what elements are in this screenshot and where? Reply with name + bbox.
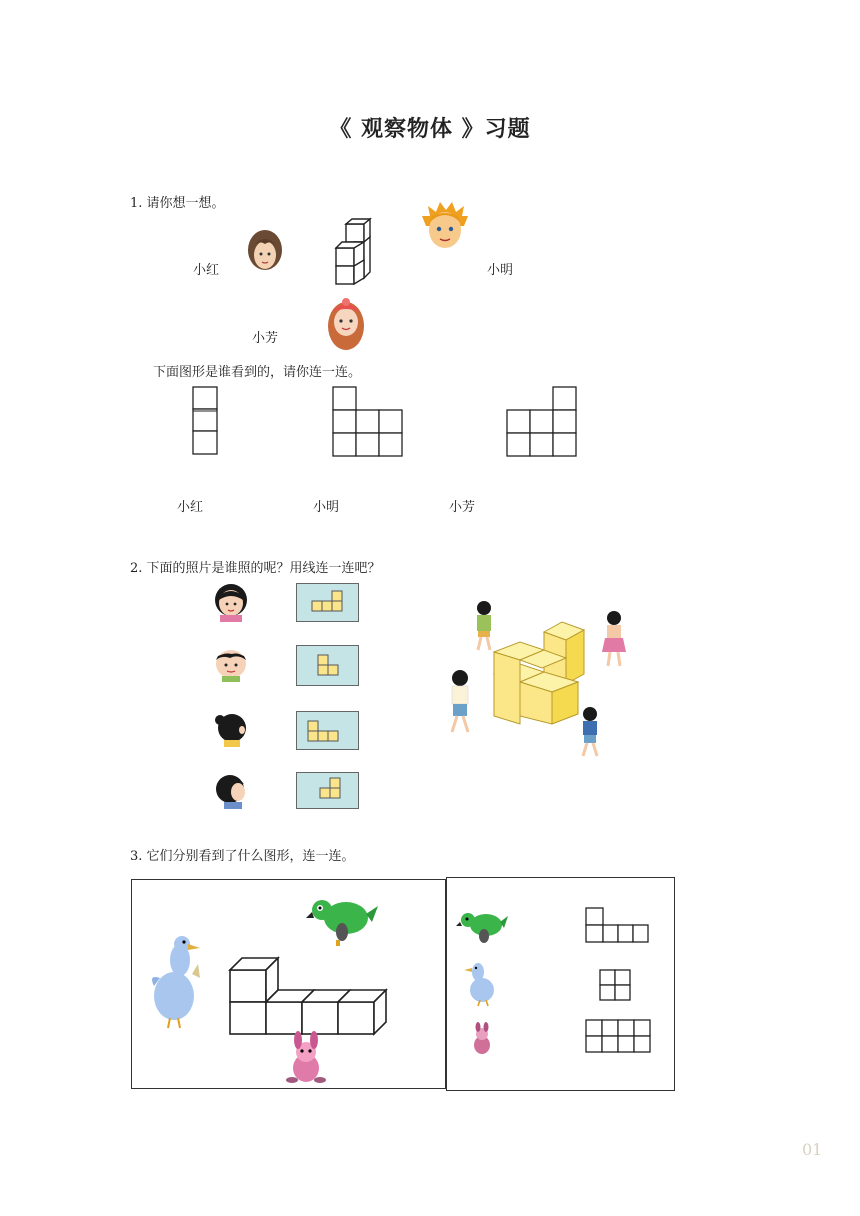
photo-card-4 — [296, 772, 360, 810]
kid-face-front-icon — [212, 582, 250, 622]
answer-label-xiaoming: 小明 — [313, 500, 340, 515]
photo-card-1 — [296, 583, 360, 623]
kid-head-side-icon — [212, 772, 250, 810]
photo-card-2 — [296, 645, 360, 687]
question-2-prompt: 2. 下面的照片是谁照的呢？用线连一连吧？ — [130, 561, 381, 576]
name-xiaofang: 小芳 — [252, 331, 279, 346]
answer-view-2 — [598, 968, 634, 1004]
question-1-instruction: 下面图形是谁看到的，请你连一连。 — [153, 365, 362, 380]
rabbit-icon — [284, 1034, 330, 1086]
small-parrot-icon — [456, 910, 508, 944]
girl-face-xiaofang-icon — [326, 296, 366, 352]
name-xiaoming: 小明 — [487, 263, 514, 278]
blue-bird-icon — [146, 934, 204, 1030]
answer-label-xiaohong: 小红 — [177, 500, 204, 515]
question-3-prompt: 3. 它们分别看到了什么图形，连一连。 — [130, 849, 355, 864]
answer-view-3 — [584, 1018, 654, 1054]
name-xiaohong: 小红 — [193, 263, 220, 278]
view-figure-1 — [192, 386, 220, 458]
girl-face-xiaohong-icon — [245, 228, 285, 278]
photo-card-3 — [296, 711, 360, 751]
kid-face-boy-icon — [212, 646, 250, 682]
answer-view-1 — [584, 906, 654, 944]
parrot-icon — [306, 896, 378, 946]
boy-face-xiaoming-icon — [422, 202, 468, 252]
view-figure-2 — [332, 386, 406, 458]
question-1-prompt: 1. 请你想一想。 — [130, 196, 225, 211]
page-title: 《 观察物体 》习题 — [329, 117, 531, 142]
small-rabbit-icon — [470, 1024, 494, 1056]
q3-block-structure — [226, 950, 396, 1038]
answer-label-xiaofang: 小芳 — [449, 500, 476, 515]
small-bird-icon — [464, 962, 498, 1006]
view-figure-3 — [506, 386, 580, 458]
yellow-blocks-scene — [440, 596, 640, 762]
cube-stack-figure — [330, 216, 380, 292]
page-number: 01 — [802, 1140, 823, 1159]
kid-head-back-icon — [212, 710, 250, 748]
